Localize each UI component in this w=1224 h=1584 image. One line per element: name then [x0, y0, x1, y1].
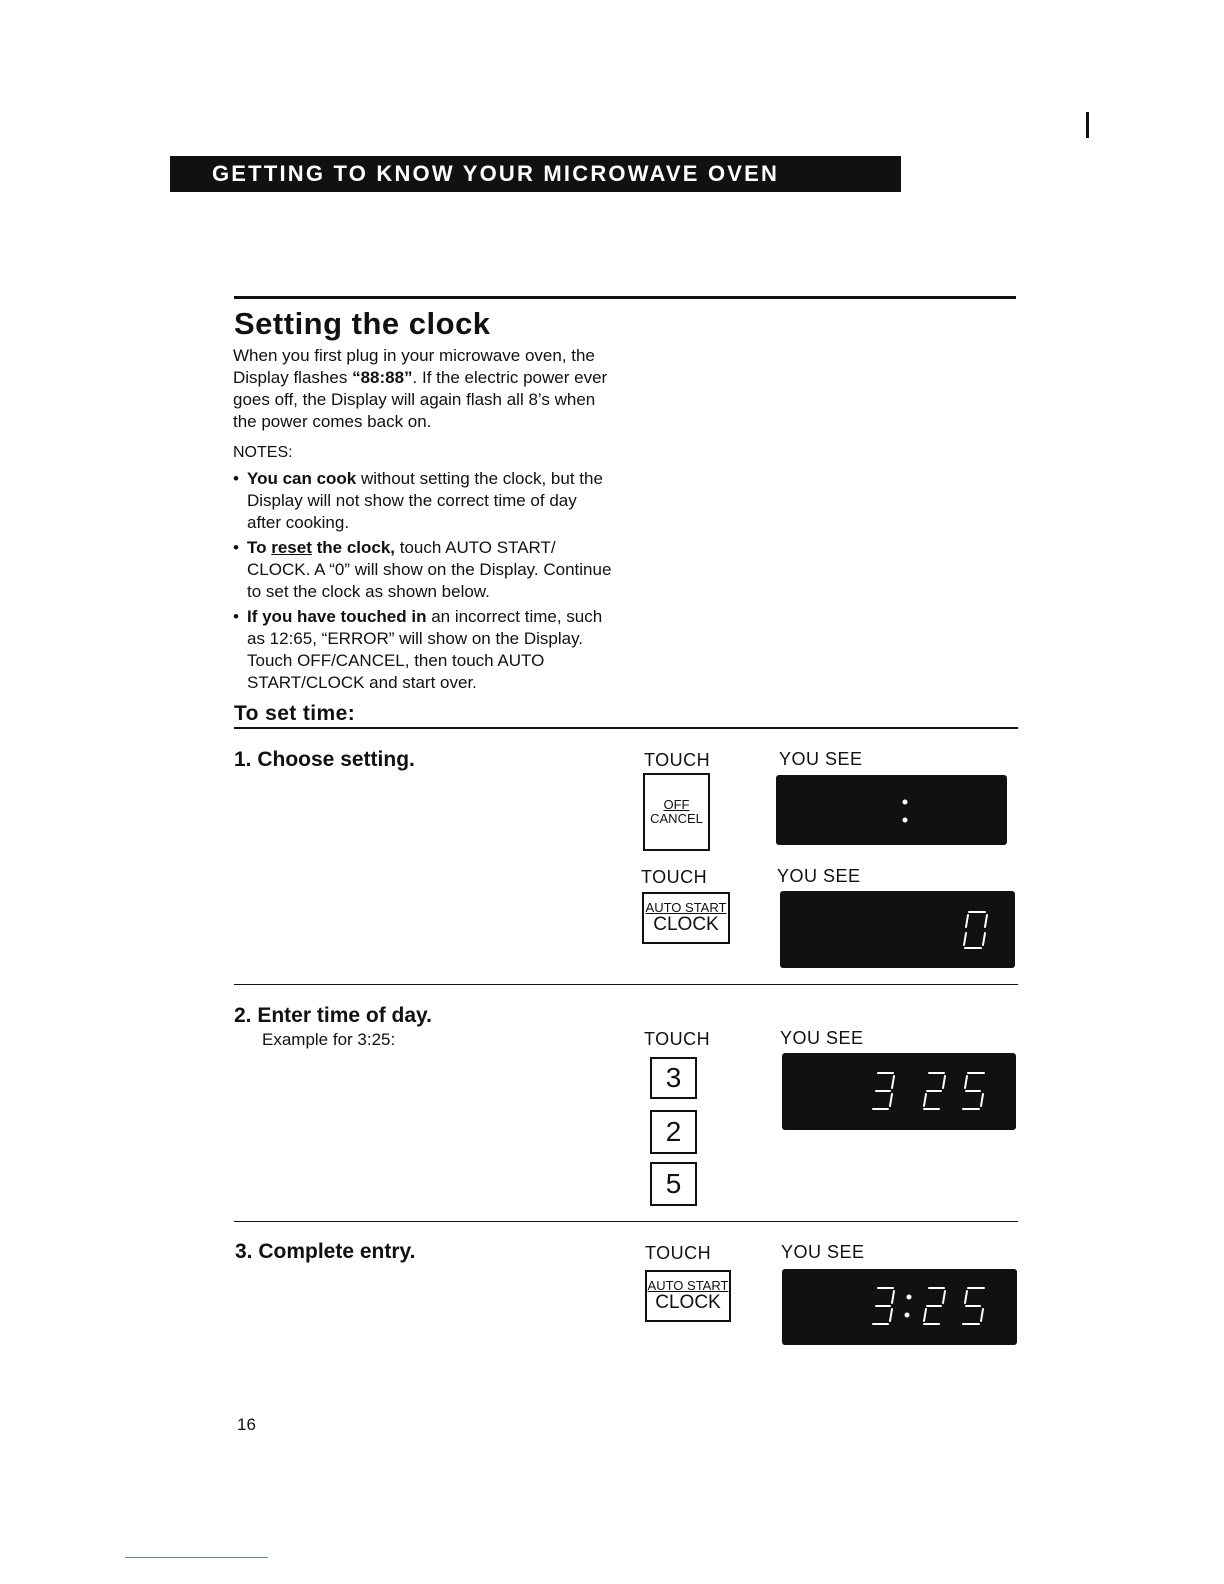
touch-label: TOUCH [644, 1029, 711, 1049]
touch-label: TOUCH [644, 750, 711, 770]
display-time-set [782, 1269, 1017, 1345]
colon-segment [776, 775, 1007, 845]
auto-start-clock-button[interactable]: AUTO START CLOCK [645, 1270, 731, 1322]
footer-rule [125, 1557, 268, 1558]
touch-label: TOUCH [645, 1243, 712, 1263]
step-2-title: 2. Enter time of day. [234, 1004, 432, 1027]
notes-label: NOTES: [233, 444, 293, 461]
title-rule [234, 296, 1016, 299]
off-cancel-button[interactable]: OFF CANCEL [643, 773, 710, 851]
digit-2-button[interactable]: 2 [650, 1110, 697, 1154]
digit-zero-segments [780, 891, 1015, 968]
display-blank [776, 775, 1007, 845]
auto-start-clock-button[interactable]: AUTO START CLOCK [642, 892, 730, 944]
you-see-label: YOU SEE [780, 1028, 864, 1048]
you-see-label: YOU SEE [779, 749, 863, 769]
note-item: • To reset the clock, touch AUTO START/ CLOCK. A “0” will show on the Display. Continue to set the clock as shown below. [233, 537, 613, 603]
display-zero [780, 891, 1015, 968]
you-see-label: YOU SEE [777, 866, 861, 886]
step-3-title: 3. Complete entry. [235, 1240, 416, 1263]
subhead-rule [234, 727, 1018, 729]
notes-list [233, 468, 613, 697]
time-325-segments [782, 1053, 1016, 1130]
subheading: To set time: [234, 702, 356, 725]
digit-5-button[interactable]: 5 [650, 1162, 697, 1206]
display-time-entered [782, 1053, 1016, 1130]
note-item: • If you have touched in an incorrect time, such as 12:65, “ERROR” will show on the Display. Touch OFF/CANCEL, then touch AUTO START/CLOCK and start over. [233, 606, 613, 694]
step-2-example: Example for 3:25: [262, 1030, 396, 1049]
margin-mark [1086, 112, 1089, 138]
touch-label: TOUCH [641, 867, 708, 887]
you-see-label: YOU SEE [781, 1242, 865, 1262]
section-banner: GETTING TO KNOW YOUR MICROWAVE OVEN [170, 156, 901, 192]
time-3-colon-25-segments [782, 1269, 1017, 1345]
flash-value: “88:88” [352, 368, 413, 387]
step-divider [234, 1221, 1018, 1222]
step-divider [234, 984, 1018, 985]
intro-paragraph: When you first plug in your microwave oven, the Display flashes “88:88”. If the electric power ever goes off, the Display will again flash all 8’s when the power comes back on. [233, 346, 608, 431]
note-item: • You can cook without setting the clock, but the Display will not show the correct time of day after cooking. [233, 468, 613, 534]
step-1-title: 1. Choose setting. [234, 748, 415, 771]
page-number: 16 [237, 1415, 256, 1434]
page-title: Setting the clock [234, 306, 491, 341]
digit-3-button[interactable]: 3 [650, 1057, 697, 1099]
